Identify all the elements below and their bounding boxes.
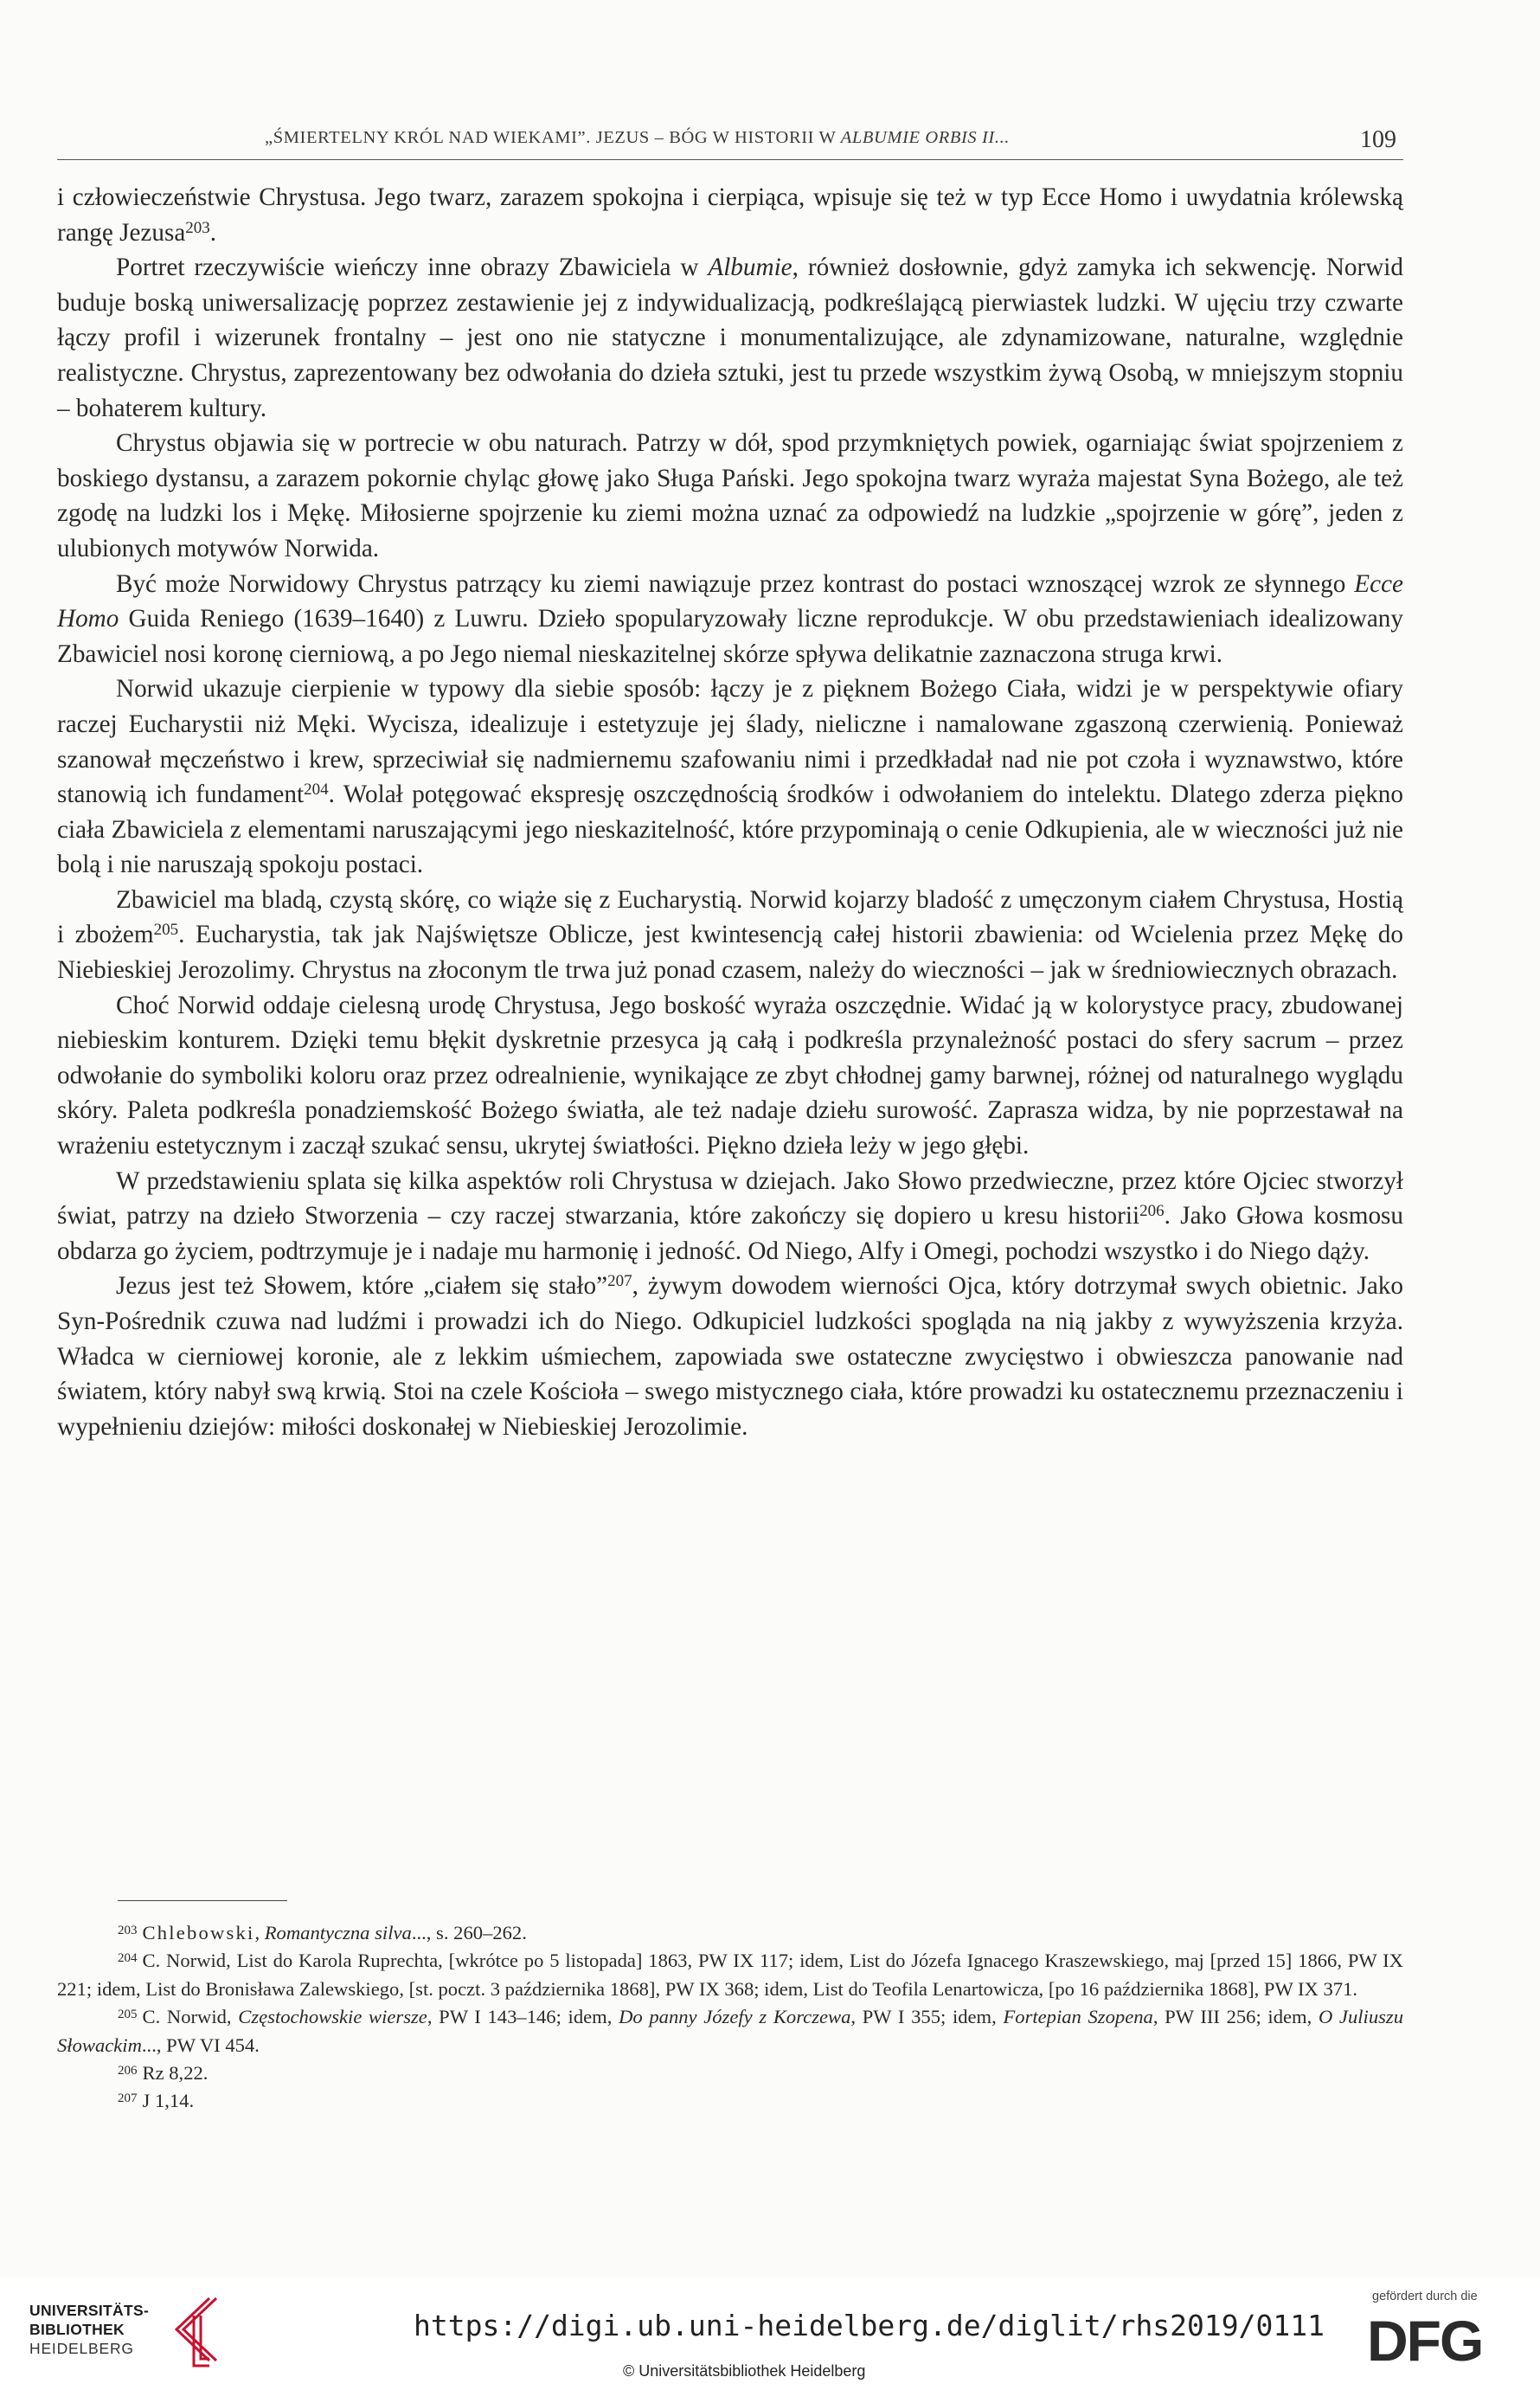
footnotes [57,1919,1403,2116]
running-title-italic: ALBUMIE ORBIS II [840,128,995,147]
footnote-number: 203 [118,1924,138,1937]
footnote-text: , PW I 143–146; idem, [427,2006,619,2028]
paragraph-text: . Wolał potęgować ekspresję oszczędnością środków i odwołaniem do intelektu. Dlatego zderza piękno ciała Zbawiciela z elementami naruszającymi jego nieskazitelność, które przypominają o cenie Odkupienia, ale w wieczności już nie bolą i nie naruszają spokoju postaci. [57,781,1403,879]
footnote-text: , [254,1922,265,1943]
paragraph-text: Być może Norwidowy Chrystus patrzący ku ziemi nawiązuje przez kontrast do postaci wznoszącej wzrok ze słynnego [116,569,1355,598]
paragraph-text: , również dosłownie, gdyż zamyka ich sekwencję. Norwid buduje boską uniwersalizację poprzez zestawienie jej z indywidualizacją, podkreślającą pierwiastek ludzki. W ujęciu trzy czwarte łączy profil i wizerunek frontalny – jest ono nie statyczne i monumentalizujące, ale zdynamizowane, naturalne, względnie realistyczne. Chrystus, zaprezentowany bez odwołania do dzieła sztuki, jest tu przede wszystkim żywą Osobą, w mniejszym stopniu – bohaterem kultury. [57,254,1403,422]
running-title [265,128,1010,148]
paragraph-9 [57,1269,1403,1444]
library-name-line3: HEIDELBERG [29,2340,134,2357]
footnote-number: 206 [118,2064,138,2078]
footnote-title: Do panny Józefy z Korczewa [619,2006,851,2028]
footnote-ref-206[interactable]: 206 [1139,1202,1165,1221]
footnote-text: ..., PW VI 454. [141,2033,260,2056]
library-emblem-icon [159,2295,246,2368]
paragraph-text: Portret rzeczywiście wieńczy inne obrazy Zbawiciela w [116,254,709,282]
library-name-line2: BIBLIOTHEK [29,2321,125,2338]
footer-bar [0,2278,1540,2390]
running-title-text: „ŚMIERTELNY KRÓL NAD WIEKAMI”. JEZUS – BÓG W HISTORII W [265,128,841,147]
paragraph-text: Jezus jest też Słowem, które „ciałem się stało” [116,1272,608,1301]
paragraph-1 [57,180,1403,250]
svg-text:DFG: DFG [1367,2309,1483,2369]
footnote-ref-207[interactable]: 207 [607,1272,632,1291]
paragraph-8 [57,1164,1403,1269]
footnote-text: , PW I 355; idem, [850,2006,1004,2028]
footnote-text: , PW III 256; idem, [1152,2006,1319,2028]
footnote-text: C. Norwid, [142,2006,239,2028]
paragraph-6 [57,883,1403,988]
paragraph-5 [57,671,1403,883]
permalink-url[interactable]: https://digi.ub.uni-heidelberg.de/diglit/rhs2019/0111 [414,2309,1325,2342]
footnote-203 [57,1919,1403,1947]
paragraph-3: Chrystus objawia się w portrecie w obu naturach. Patrzy w dół, spod przymkniętych powiek, ogarniając świat spojrzeniem z boskiego dystansu, a zarazem pokornie chyląc głowę jako Sługa Pański. Jego spokojna twarz wyraża majestat Syna Bożego, ale też zgodę na ludzki los i Mękę. Miłosierne spojrzenie ku ziemi można uznać za odpowiedź na ludzkie „spojrzenie w górę”, jeden z ulubionych motywów Norwida. [57,429,1403,562]
footnote-204 [57,1947,1403,2003]
footnote-title: Fortepian Szopena [1003,2006,1153,2028]
paragraph-text: . Jako Głowa kosmosu obdarza go życiem, podtrzymuje je i nadaje mu harmonię i jedność. Od Niego, Alfy i Omegi, pochodzi wszystko i do Niego dąży. [57,1202,1403,1265]
paragraph-2 [57,250,1403,426]
footnote-text: C. Norwid, List do Karola Ruprechta, [wkrótce po 5 listopada] 1863, PW IX 117; idem, List do Józefa Ignacego Kraszewskiego, maj [przed 15] 1866, PW IX 221; idem, List do Bronisława Zalewskiego, [st. poczt. 3 października 1868], PW IX 368; idem, List do Teofila Lenartowicza, [po 16 października 1868], PW IX 371. [57,1950,1403,2000]
footnote-ref-203[interactable]: 203 [185,218,210,237]
footnote-divider [118,1900,287,1901]
sponsor-caption: gefördert durch die [1372,2290,1478,2303]
paragraph-text: W przedstawieniu splata się kilka aspektów roli Chrystusa w dziejach. Jako Słowo przedwieczne, przez które Ojciec stworzył świat, patrzy na dzieło Stworzenia – czy raczej stwarzania, które zakończy się dopiero u kresu historii [57,1166,1403,1230]
footnote-number: 204 [118,1951,138,1966]
dfg-logo-icon [1367,2309,1519,2369]
paragraph-text: Guida Reniego (1639–1640) z Luwru. Dzieło spopularyzowały liczne reprodukcje. W obu przedstawieniach idealizowany Zbawiciel nosi koronę cierniową, a po Jego niemal nieskazitelnej skórze spływa delikatnie zaznaczona struga krwi. [57,605,1403,668]
running-head [57,121,1403,160]
paragraph-text: . [209,218,217,247]
footnote-author: Chlebowski [142,1922,255,1943]
copyright-notice: © Universitätsbibliothek Heidelberg [623,2362,866,2380]
italic-title: Albumie [708,254,792,282]
paragraph-text: , żywym dowodem wierności Ojca, który dotrzymał swych obietnic. Jako Syn-Pośrednik czuwa nad ludźmi i prowadzi ich do Niego. Odkupiciel ludzkości spogląda na nią jakby z wywyższenia krzyża. Władca w cierniowej koronie, ale z lekkim uśmiechem, zapowiada swe ostateczne zwycięstwo i obwieszcza panowanie nad światem, który nabył swą krwią. Stoi na czele Kościoła – swego mistycznego ciała, które prowadzi ku ostatecznemu przeznaczeniu i wypełnieniu dziejów: miłości doskonałej w Niebieskiej Jerozolimie. [57,1272,1403,1441]
library-name-line1: UNIVERSITÄTS- [29,2302,150,2319]
dfg-sponsor-logo[interactable] [1364,2290,1519,2385]
footnote-ref-205[interactable]: 205 [153,921,179,940]
footnote-title: Częstochowskie wiersze [238,2006,427,2028]
paragraph-4 [57,567,1403,672]
footnote-title: O Juliuszu Słowackim [57,2006,1403,2056]
body-text [57,180,1403,1444]
paragraph-text: Norwid ukazuje cierpienie w typowy dla siebie sposób: łączy je z pięknem Bożego Ciała, widzi je w perspektywie ofiary raczej Eucharystii niż Męki. Wycisza, idealizuje i estetyzuje jej ślady, nieliczne i namalowane zgaszoną czerwienią. Ponieważ szanował męczeństwo i krew, sprzeciwiał się nadmiernemu szafowaniu nimi i przedkładał nad nie pot czoła i wyznawstwo, które stanowią ich fundament [57,675,1403,809]
paragraph-text: . Eucharystia, tak jak Najświętsze Oblicze, jest kwintesencją całej historii zbawienia: od Wcielenia przez Mękę do Niebieskiej Jerozolimy. Chrystus na złoconym tle trwa już ponad czasem, należy do wieczności – jak w średniowiecznych obrazach. [57,921,1403,985]
footnote-205 [57,2003,1403,2059]
running-title-ellipsis: ... [994,128,1011,147]
paragraph-7: Choć Norwid oddaje cielesną urodę Chrystusa, Jego boskość wyraża oszczędnie. Widać ją w kolorystyce pracy, zbudowanej niebieskim konturem. Dzięki temu błękit dyskretnie przesyca ją całą i podkreśla przynależność postaci do sfery sacrum – przez odwołanie do symboliki koloru oraz przez odrealnienie, wynikające ze zbyt chłodnej gamy barwnej, różnej od naturalnego wyglądu skóry. Paleta podkreśla ponadziemskość Bożego światła, ale też nadaje dziełu surowość. Zaprasza widza, by nie poprzestawał na wrażeniu estetycznym i zaczął szukać sensu, ukrytej światłości. Piękno dzieła leży w jego głębi. [57,991,1403,1160]
footnote-title: Romantyczna silva [264,1922,412,1943]
footnote-text: ..., s. 260–262. [411,1922,527,1943]
library-logo[interactable] [29,2300,254,2369]
footnote-207 [57,2087,1403,2115]
italic-title: Ecce Homo [57,569,1403,633]
footnote-text: Rz 8,22. [142,2062,209,2085]
paragraph-text: i człowieczeństwie Chrystusa. Jego twarz, zarazem spokojna i cierpiąca, wpisuje się też w typ Ecce Homo i uwydatnia królewską rangę Jezusa [57,183,1403,247]
footnote-number: 207 [118,2091,138,2106]
footnote-text: J 1,14. [142,2090,195,2112]
footnote-number: 205 [118,2008,138,2022]
footnote-ref-204[interactable]: 204 [304,781,329,800]
footnote-206 [57,2059,1403,2087]
page-number: 109 [1360,126,1396,153]
paragraph-text: Zbawiciel ma bladą, czystą skórę, co wiąże się z Eucharystią. Norwid kojarzy bladość z umęczonym ciałem Chrystusa, Hostią i zbożem [57,885,1403,949]
